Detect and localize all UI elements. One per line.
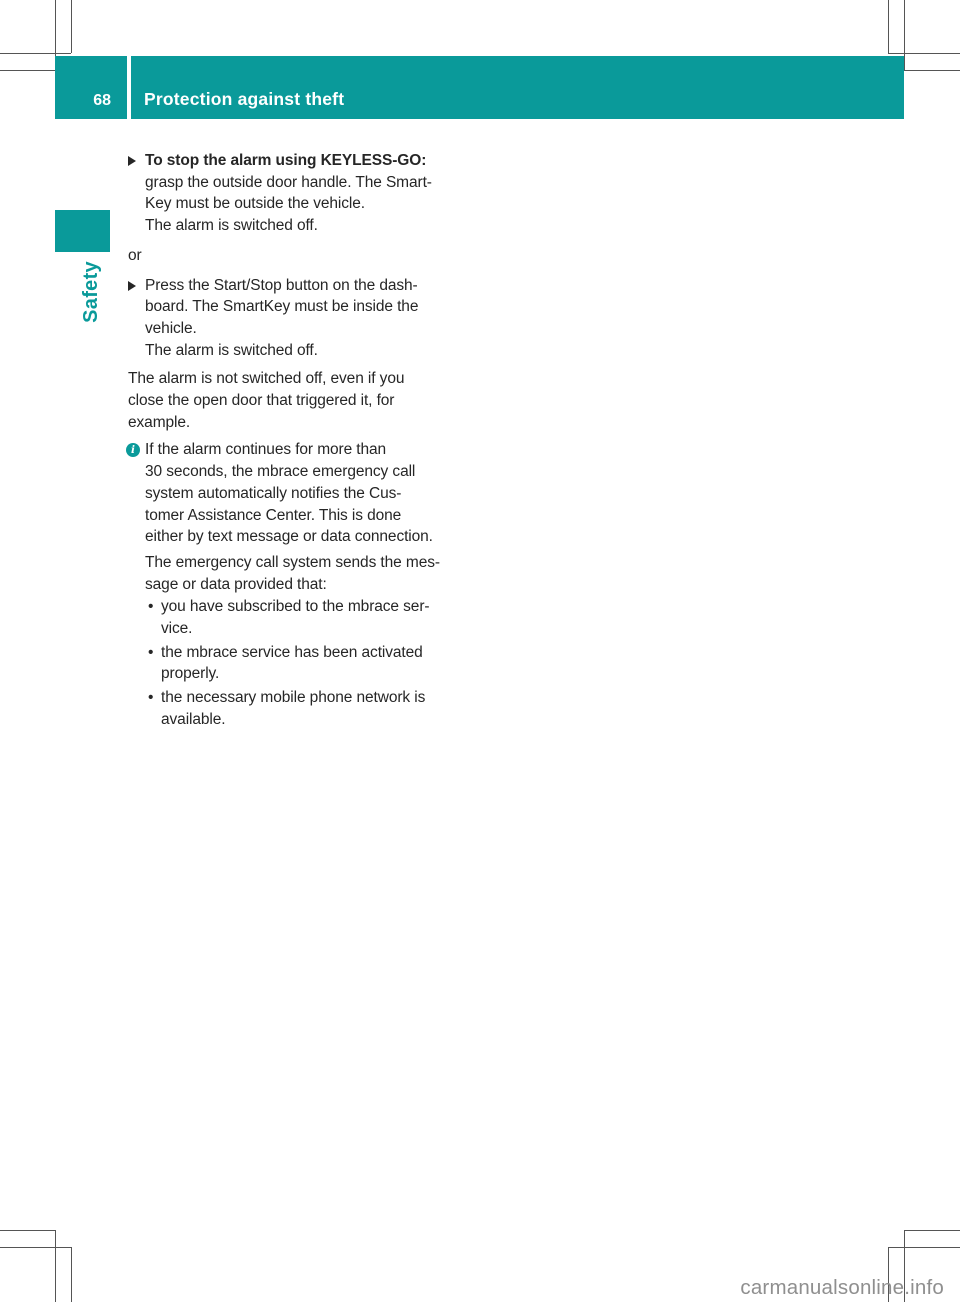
instruction-step <box>128 275 480 362</box>
step-line: The alarm is switched off. <box>145 217 318 235</box>
list-item <box>145 642 480 685</box>
crop-mark <box>0 70 55 71</box>
note-line: sage or data provided that: <box>145 575 327 593</box>
bullet-line: you have subscribed to the mbrace ser- <box>161 598 430 616</box>
step-lead-text: To stop the alarm using KEYLESS-GO: <box>145 152 427 169</box>
list-item <box>145 687 480 730</box>
crop-mark <box>0 1230 55 1231</box>
note-line: The emergency call system sends the mes- <box>145 553 440 571</box>
note-bullet-list <box>145 596 480 730</box>
list-item <box>145 596 480 639</box>
crop-mark <box>904 70 960 71</box>
crop-mark <box>888 0 889 53</box>
bullet-line: the mbrace service has been activated <box>161 643 423 661</box>
instruction-step <box>128 150 480 237</box>
crop-mark <box>0 1247 71 1248</box>
note-line: If the alarm continues for more than <box>145 441 387 459</box>
crop-mark <box>904 0 905 70</box>
step-line: The alarm is switched off. <box>145 341 318 359</box>
bullet-icon: • <box>148 689 154 707</box>
step-arrow-icon <box>128 156 136 166</box>
note-paragraph <box>145 439 480 548</box>
info-note <box>128 439 480 730</box>
crop-mark <box>71 1247 72 1302</box>
crop-mark <box>888 53 960 54</box>
bullet-icon: • <box>148 643 154 661</box>
info-icon: i <box>126 443 140 457</box>
note-line: tomer Assistance Center. This is done <box>145 506 402 524</box>
crop-mark <box>0 53 71 54</box>
bullet-line: vice. <box>161 620 193 638</box>
bullet-line: the necessary mobile phone network is <box>161 689 426 707</box>
or-connector: or <box>128 246 142 264</box>
paragraph-line: example. <box>128 413 191 431</box>
page-title: Protection against theft <box>131 56 904 119</box>
note-paragraph <box>145 552 480 595</box>
step-line: board. The SmartKey must be inside the <box>145 298 419 316</box>
chapter-color-block <box>55 210 110 252</box>
watermark-text: carmanualsonline.info <box>740 1276 944 1299</box>
crop-mark <box>904 1230 960 1231</box>
crop-mark <box>71 0 72 53</box>
step-line: grasp the outside door handle. The Smart- <box>145 173 432 191</box>
page-number: 68 <box>55 56 127 119</box>
step-line: vehicle. <box>145 319 197 337</box>
step-arrow-icon <box>128 281 136 291</box>
chapter-tab-label: Safety <box>80 261 102 323</box>
content-column <box>128 150 480 733</box>
note-line: either by text message or data connection. <box>145 528 433 546</box>
bullet-line: available. <box>161 710 226 728</box>
note-line: 30 seconds, the mbrace emergency call <box>145 463 416 481</box>
body-paragraph <box>128 368 480 433</box>
note-line: system automatically notifies the Cus- <box>145 484 402 502</box>
step-line: Press the Start/Stop button on the dash- <box>145 276 418 294</box>
paragraph-line: The alarm is not switched off, even if you <box>128 370 405 388</box>
paragraph-line: close the open door that triggered it, for <box>128 392 395 410</box>
page-header <box>55 56 904 119</box>
crop-mark <box>55 1230 56 1302</box>
step-line: Key must be outside the vehicle. <box>145 195 365 213</box>
crop-mark <box>888 1247 960 1248</box>
bullet-line: properly. <box>161 665 220 683</box>
bullet-icon: • <box>148 598 154 616</box>
